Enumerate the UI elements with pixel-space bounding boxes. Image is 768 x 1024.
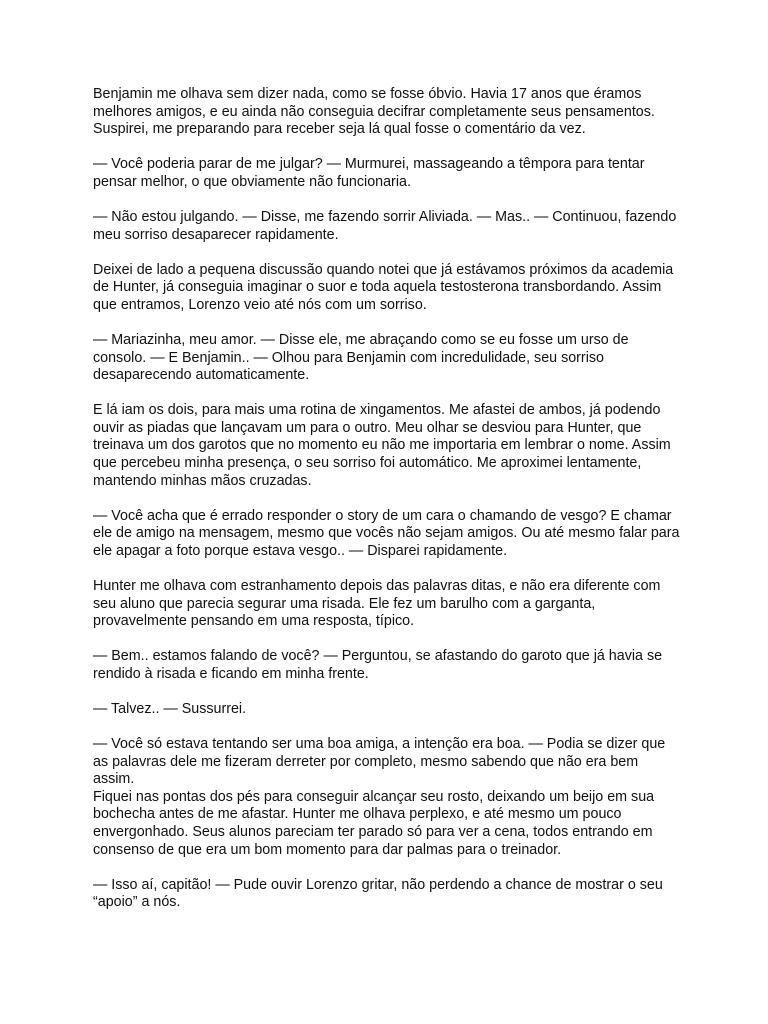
paragraph-2: — Você poderia parar de me julgar? — Murmurei, massageando a têmpora para tentar pensar melhor, o que obviamente não funcionaria. (93, 156, 645, 190)
paragraph-11: — Você só estava tentando ser uma boa amiga, a intenção era boa. — Podia se dizer que as palavras dele me fizeram derreter por completo, mesmo sabendo que não era bem assim. (93, 736, 666, 788)
paragraph-3: — Não estou julgando. — Disse, me fazendo sorrir Aliviada. — Mas.. — Continuou, fazendo meu sorriso desaparecer rapidamente. (93, 208, 677, 243)
paragraph-13: — Isso aí, capitão! — Pude ouvir Lorenzo gritar, não perdendo a chance de mostrar o seu “apoio” a nós. (93, 876, 663, 911)
paragraph-7: — Você acha que é errado responder o story de um cara o chamando de vesgo? E chamar ele de amigo na mensagem, mesmo que vocês não sejam amigos. Ou até mesmo falar para ele apagar a foto porque estava vesgo.. — Disparei rapidamente. (93, 507, 680, 559)
paragraph-12: Fiquei nas pontas dos pés para conseguir alcançar seu rosto, deixando um beijo em sua bochecha antes de me afastar. Hunter me olhava perplexo, e até mesmo um pouco envergonhado. Seus alunos pareciam ter parado só para ver a cena, todos entrando em consenso de que era um bom momento para dar palmas para o treinador. (93, 788, 655, 858)
paragraph-1: Benjamin me olhava sem dizer nada, como se fosse óbvio. Havia 17 anos que éramos melhores amigos, e eu ainda não conseguia decifrar completamente seus pensamentos. Suspirei, me preparando para receber seja lá qual fosse o comentário da vez. (93, 86, 655, 138)
paragraph-10: — Talvez.. — Sussurrei. (93, 700, 247, 717)
paragraph-8: Hunter me olhava com estranhamento depois das palavras ditas, e não era diferente com seu aluno que parecia segurar uma risada. Ele fez um barulho com a garganta, provavelmente pensando em uma resposta, típico. (93, 577, 661, 630)
paragraph-5: — Mariazinha, meu amor. — Disse ele, me abraçando como se eu fosse um urso de consolo. — E Benjamin.. — Olhou para Benjamin com incredulidade, seu sorriso desaparecendo automaticamente. (93, 331, 629, 384)
document-page (93, 86, 683, 929)
paragraph-6: E lá iam os dois, para mais uma rotina de xingamentos. Me afastei de ambos, já podendo ouvir as piadas que lançavam um para o outro. Meu olhar se desviou para Hunter, que treinava um dos garotos que no momento eu não me importaria em lembrar o nome. Assim que percebeu minha presença, o seu sorriso foi automático. Me aproximei lentamente, mantendo minhas mãos cruzadas. (93, 402, 671, 489)
paragraph-9: — Bem.. estamos falando de você? — Perguntou, se afastando do garoto que já havia se rendido à risada e ficando em minha frente. (93, 648, 663, 682)
paragraph-4: Deixei de lado a pequena discussão quando notei que já estávamos próximos da academia de Hunter, já conseguia imaginar o suor e toda aquela testosterona transbordando. Assim que entramos, Lorenzo veio até nós com um sorriso. (93, 261, 674, 313)
